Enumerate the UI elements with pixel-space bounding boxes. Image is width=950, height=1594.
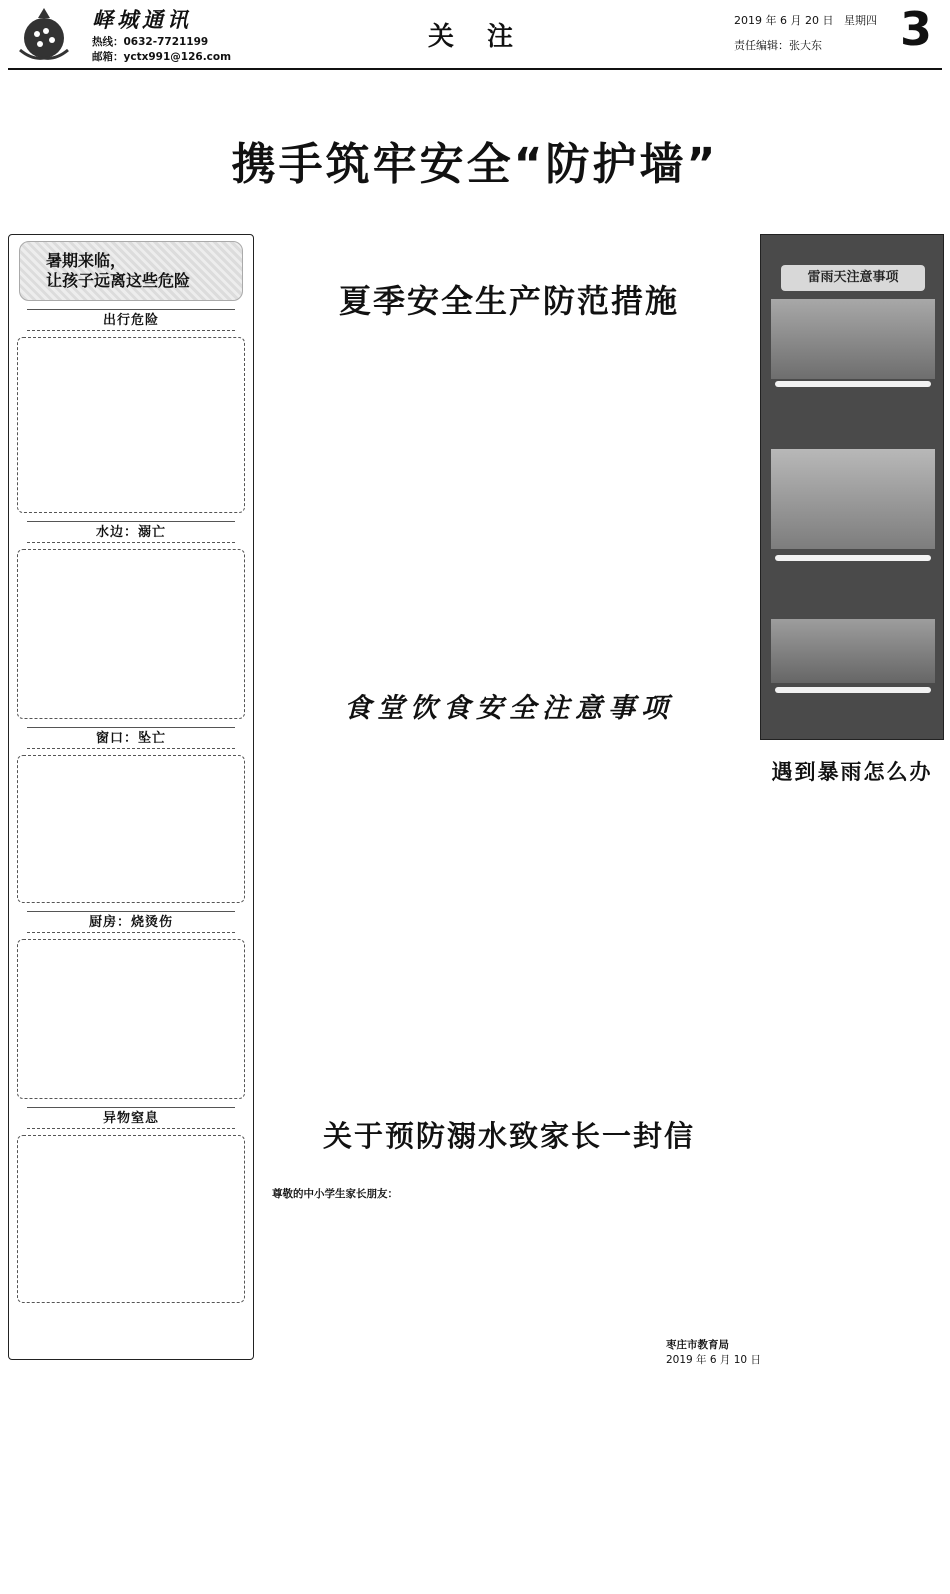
- section-title-traffic: 出行危险: [27, 309, 235, 331]
- letter-salutation: 尊敬的中小学生家长朋友：: [272, 1188, 398, 1200]
- article-title-safety-production: 夏季安全生产防范措施: [338, 282, 679, 320]
- poster-caption-2: [775, 555, 931, 561]
- main-headline: 携手筑牢安全“防护墙”: [231, 139, 719, 190]
- article-body-safety-production: [272, 342, 746, 652]
- drowning-tips: [17, 549, 245, 719]
- section-title-choking: 异物窒息: [27, 1107, 235, 1129]
- poster-title: 雷雨天注意事项: [781, 265, 925, 291]
- section-name: 关 注: [428, 22, 526, 52]
- article-body-drowning-letter: [272, 1184, 746, 1334]
- storm-article-title: 遇到暴雨怎么办: [771, 760, 933, 784]
- letter-signature-date: 2019 年 6 月 10 日: [666, 1354, 761, 1366]
- article-body-canteen-food: [272, 750, 746, 1080]
- email-address: yctx991@126.com: [123, 51, 232, 63]
- hotline-line: 热线：0632-7721199: [92, 36, 209, 48]
- choking-tips: [17, 1135, 245, 1303]
- summer-danger-column: [8, 234, 254, 1360]
- editor-name: 张大东: [789, 39, 822, 52]
- section-title-burns: 厨房：烧烫伤: [27, 911, 235, 933]
- section-title-drowning: 水边：溺亡: [27, 521, 235, 543]
- storm-article-body: [764, 834, 940, 1594]
- pomegranate-logo-icon: [12, 6, 76, 64]
- article-title-canteen-food: 食堂饮食安全注意事项: [344, 693, 674, 724]
- window-fall-tips: [17, 755, 245, 903]
- issue-date: [734, 12, 877, 28]
- section-title-window-fall: 窗口：坠亡: [27, 727, 235, 749]
- masthead: [0, 0, 950, 72]
- phone-lightning-illustration: [771, 449, 935, 549]
- newspaper-name: 峄城通讯: [92, 7, 192, 32]
- page-number: 3: [900, 2, 933, 56]
- weekday-text: 星期四: [843, 14, 877, 27]
- poster-caption-3: [775, 687, 931, 693]
- letter-signature-org: 枣庄市教育局: [666, 1339, 729, 1351]
- thunderstorm-poster: [760, 234, 944, 740]
- lightning-window-illustration: [771, 299, 935, 379]
- email-line: 邮箱：yctx991@126.com: [92, 51, 232, 63]
- summer-danger-banner: 暑期来临， 让孩子远离这些危险: [19, 241, 243, 301]
- date-text: 2019 年 6 月 20 日: [734, 14, 834, 27]
- outdoor-billboard-illustration: [771, 619, 935, 683]
- masthead-rule: [8, 68, 942, 70]
- poster-caption-1: [775, 381, 931, 387]
- traffic-tips: [17, 337, 245, 513]
- contact-info: [92, 35, 231, 65]
- burn-tips: [17, 939, 245, 1099]
- article-title-drowning-letter: 关于预防溺水致家长一封信: [322, 1119, 695, 1153]
- hotline-number: 0632-7721199: [123, 36, 209, 48]
- editor-credit: 责任编辑：张大东: [734, 39, 822, 52]
